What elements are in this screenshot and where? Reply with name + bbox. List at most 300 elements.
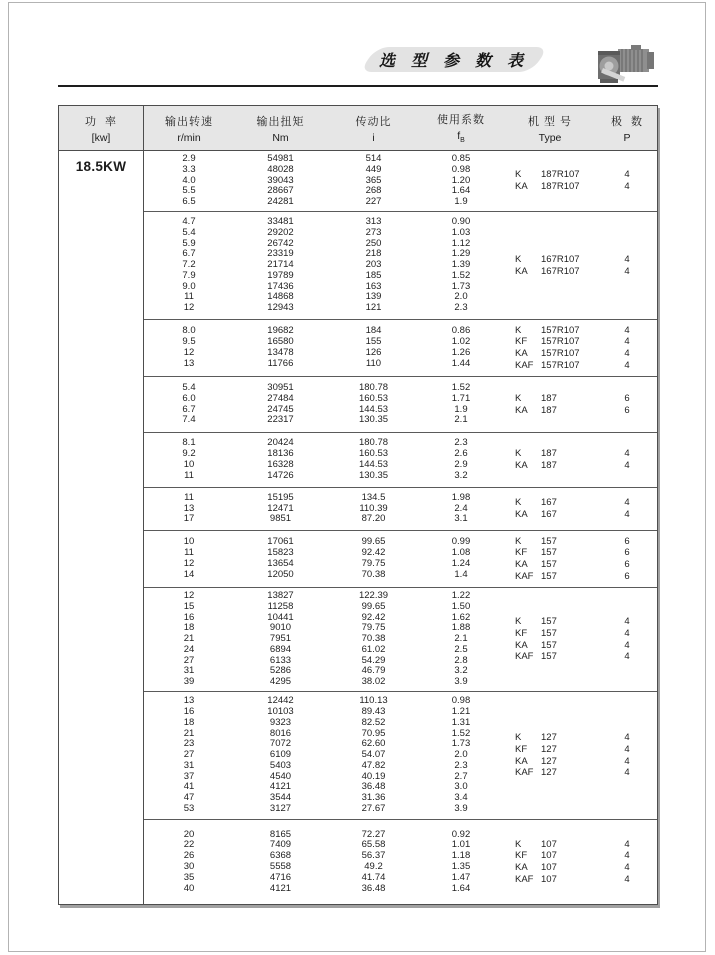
type-model: 167 bbox=[541, 509, 557, 520]
column-speed bbox=[144, 820, 234, 904]
cell-torque: 10103 bbox=[267, 705, 294, 717]
column-ratio bbox=[327, 531, 420, 587]
table-block bbox=[144, 587, 657, 691]
cell-poles: 6 bbox=[624, 392, 630, 404]
column-speed bbox=[144, 377, 234, 432]
cell-type bbox=[502, 325, 598, 337]
type-model: 127 bbox=[541, 732, 557, 744]
cell-torque: 29202 bbox=[267, 226, 294, 238]
cell-ratio: 41.74 bbox=[361, 871, 386, 883]
column-type bbox=[502, 433, 598, 487]
cell-poles: 4 bbox=[624, 497, 630, 509]
type-model: 167 bbox=[541, 497, 557, 509]
cell-factor: 1.52 bbox=[451, 269, 471, 281]
cell-poles: 4 bbox=[624, 767, 630, 779]
column-header-ratio bbox=[327, 106, 420, 150]
cell-factor: 1.31 bbox=[451, 716, 471, 728]
cell-poles: 4 bbox=[624, 838, 630, 850]
cell-factor: 1.62 bbox=[451, 611, 471, 623]
column-label: 输出扭矩 bbox=[256, 115, 305, 128]
column-speed bbox=[144, 488, 234, 530]
cell-torque: 4121 bbox=[269, 882, 292, 894]
column-poles bbox=[598, 488, 656, 530]
cell-factor: 1.20 bbox=[451, 174, 471, 186]
cell-ratio: 144.53 bbox=[358, 459, 389, 470]
cell-poles: 4 bbox=[624, 873, 630, 885]
cell-torque: 11766 bbox=[267, 357, 294, 369]
cell-type bbox=[502, 559, 598, 571]
cell-factor: 2.6 bbox=[454, 448, 468, 460]
type-series: KA bbox=[515, 460, 528, 471]
column-torque bbox=[234, 588, 327, 691]
cell-speed: 9.5 bbox=[182, 336, 196, 348]
cell-factor: 2.0 bbox=[454, 749, 468, 761]
table-block bbox=[144, 487, 657, 530]
type-model: 107 bbox=[541, 873, 557, 885]
cell-poles: 4 bbox=[624, 336, 630, 348]
column-speed bbox=[144, 531, 234, 587]
cell-ratio: 227 bbox=[365, 196, 382, 208]
type-series: KA bbox=[515, 348, 528, 359]
cell-poles: 4 bbox=[624, 616, 630, 628]
cell-torque: 12442 bbox=[267, 695, 294, 707]
cell-poles: 4 bbox=[624, 348, 630, 359]
cell-factor: 1.9 bbox=[454, 403, 468, 415]
cell-torque: 22317 bbox=[267, 414, 294, 426]
cell-type bbox=[502, 628, 598, 640]
cell-speed: 6.5 bbox=[182, 196, 196, 208]
type-series: K bbox=[515, 448, 522, 460]
cell-factor: 2.3 bbox=[454, 759, 468, 771]
cell-poles: 4 bbox=[624, 627, 630, 639]
cell-poles: 4 bbox=[624, 253, 630, 265]
cell-speed: 7.4 bbox=[182, 414, 196, 426]
cell-ratio: 134.5 bbox=[361, 491, 386, 503]
cell-torque: 19682 bbox=[267, 325, 294, 337]
cell-speed: 47 bbox=[183, 792, 195, 804]
table-block bbox=[144, 376, 657, 432]
cell-speed: 40 bbox=[183, 882, 195, 894]
cell-speed: 9.0 bbox=[182, 280, 196, 292]
cell-factor: 1.73 bbox=[451, 280, 471, 292]
type-series: KF bbox=[515, 850, 528, 862]
cell-poles: 6 bbox=[624, 535, 630, 547]
cell-type bbox=[502, 850, 598, 862]
cell-factor: 1.52 bbox=[451, 381, 471, 393]
cell-torque: 6368 bbox=[269, 850, 292, 862]
cell-speed: 16 bbox=[183, 705, 195, 717]
cell-factor: 1.18 bbox=[451, 850, 471, 862]
type-model: 107 bbox=[541, 862, 557, 873]
type-series: KA bbox=[515, 509, 528, 520]
column-unit: $f_B$ bbox=[457, 130, 465, 145]
column-label: 传动比 bbox=[355, 115, 392, 128]
type-series: KA bbox=[515, 755, 528, 767]
cell-speed: 12 bbox=[183, 558, 195, 569]
table-block bbox=[144, 819, 657, 904]
cell-torque: 39043 bbox=[267, 174, 294, 186]
cell-factor: 1.03 bbox=[451, 226, 471, 238]
cell-speed: 11 bbox=[184, 291, 194, 303]
cell-ratio: 126 bbox=[365, 347, 382, 358]
cell-torque: 4295 bbox=[269, 676, 292, 688]
column-ratio bbox=[327, 212, 420, 319]
cell-poles: 6 bbox=[624, 404, 630, 416]
cell-torque: 6133 bbox=[269, 654, 292, 666]
cell-type bbox=[502, 874, 598, 886]
cell-ratio: 46.79 bbox=[361, 665, 386, 677]
column-unit: P bbox=[623, 131, 631, 144]
cell-speed: 23 bbox=[183, 738, 195, 750]
cell-ratio: 130.35 bbox=[358, 414, 389, 426]
cell-factor: 1.01 bbox=[451, 839, 471, 851]
column-type bbox=[502, 488, 598, 530]
cell-speed: 4.7 bbox=[182, 215, 196, 227]
column-factor bbox=[420, 151, 502, 211]
cell-factor: 3.9 bbox=[454, 676, 468, 688]
cell-factor: 1.9 bbox=[454, 196, 468, 208]
cell-speed: 12 bbox=[183, 302, 195, 314]
type-model: 187 bbox=[541, 460, 557, 471]
cell-torque: 6109 bbox=[269, 749, 292, 761]
cell-speed: 14 bbox=[183, 568, 195, 580]
type-model: 157 bbox=[541, 570, 557, 582]
cell-factor: 2.8 bbox=[454, 654, 468, 666]
cell-type bbox=[502, 393, 598, 405]
cell-speed: 5.5 bbox=[182, 185, 196, 197]
cell-factor: 1.71 bbox=[451, 392, 471, 404]
cell-ratio: 38.02 bbox=[361, 676, 386, 688]
cell-factor: 1.64 bbox=[451, 185, 471, 197]
cell-speed: 15 bbox=[183, 600, 195, 612]
cell-factor: 1.64 bbox=[451, 882, 471, 894]
cell-ratio: 121 bbox=[365, 302, 382, 314]
cell-factor: 1.24 bbox=[451, 558, 471, 569]
header-rule bbox=[58, 85, 658, 87]
cell-torque: 15195 bbox=[267, 491, 294, 503]
cell-torque: 9323 bbox=[269, 716, 292, 728]
cell-torque: 19789 bbox=[267, 269, 294, 281]
cell-ratio: 65.58 bbox=[361, 839, 386, 851]
type-model: 157R107 bbox=[541, 348, 580, 359]
type-series: KAF bbox=[515, 570, 534, 582]
cell-speed: 27 bbox=[183, 749, 195, 761]
type-series: K bbox=[515, 324, 522, 336]
cell-speed: 13 bbox=[183, 695, 195, 707]
type-series: KA bbox=[515, 639, 528, 651]
column-poles bbox=[598, 151, 656, 211]
cell-ratio: 99.65 bbox=[361, 600, 386, 612]
type-series: KAF bbox=[515, 767, 534, 779]
cell-factor: 3.2 bbox=[454, 469, 468, 481]
cell-torque: 9851 bbox=[269, 513, 292, 525]
cell-ratio: 82.52 bbox=[361, 716, 386, 728]
table-block bbox=[144, 530, 657, 587]
cell-ratio: 70.38 bbox=[361, 568, 386, 580]
type-model: 157 bbox=[541, 639, 557, 651]
column-poles bbox=[598, 531, 656, 587]
cell-type bbox=[502, 732, 598, 744]
column-type bbox=[502, 151, 598, 211]
cell-torque: 18136 bbox=[267, 448, 294, 460]
cell-speed: 7.9 bbox=[182, 269, 196, 281]
column-type bbox=[502, 377, 598, 432]
cell-speed: 8.0 bbox=[182, 325, 196, 337]
table-block bbox=[144, 691, 657, 819]
cell-ratio: 180.78 bbox=[358, 381, 389, 393]
cell-type bbox=[502, 862, 598, 874]
type-series: KF bbox=[515, 627, 528, 639]
column-header-type bbox=[502, 106, 598, 150]
cell-ratio: 70.95 bbox=[361, 727, 386, 739]
column-unit: Type bbox=[538, 131, 562, 144]
type-model: 157 bbox=[541, 616, 557, 628]
cell-factor: 1.98 bbox=[451, 491, 471, 503]
cell-type bbox=[502, 767, 598, 779]
cell-factor: 0.98 bbox=[451, 163, 471, 175]
column-poles bbox=[598, 377, 656, 432]
column-label: 极 数 bbox=[610, 115, 644, 128]
column-factor bbox=[420, 433, 502, 487]
type-model: 167R107 bbox=[541, 265, 580, 277]
column-poles bbox=[598, 433, 656, 487]
cell-speed: 12 bbox=[183, 589, 195, 601]
column-unit: [kw] bbox=[91, 131, 111, 144]
cell-torque: 13654 bbox=[267, 558, 294, 569]
cell-speed: 31 bbox=[183, 759, 195, 771]
cell-factor: 0.90 bbox=[451, 215, 471, 227]
column-speed bbox=[144, 692, 234, 819]
type-series: KF bbox=[515, 336, 528, 348]
cell-factor: 3.0 bbox=[454, 781, 468, 793]
cell-ratio: 92.42 bbox=[361, 611, 386, 623]
cell-ratio: 163 bbox=[365, 280, 382, 292]
cell-factor: 2.4 bbox=[454, 502, 468, 514]
cell-ratio: 56.37 bbox=[361, 850, 386, 862]
column-factor bbox=[420, 692, 502, 819]
type-model: 127 bbox=[541, 755, 557, 767]
cell-torque: 9010 bbox=[269, 622, 292, 634]
column-speed bbox=[144, 433, 234, 487]
column-factor bbox=[420, 531, 502, 587]
cell-ratio: 36.48 bbox=[361, 882, 386, 894]
cell-torque: 26742 bbox=[267, 237, 294, 249]
cell-poles: 6 bbox=[624, 547, 630, 559]
cell-speed: 16 bbox=[183, 611, 195, 623]
cell-factor: 1.12 bbox=[451, 237, 471, 249]
column-speed bbox=[144, 151, 234, 211]
cell-factor: 0.86 bbox=[451, 325, 471, 337]
cell-speed: 13 bbox=[183, 502, 195, 514]
cell-factor: 1.88 bbox=[451, 622, 471, 634]
column-speed bbox=[144, 588, 234, 691]
cell-type bbox=[502, 448, 598, 460]
type-series: K bbox=[515, 497, 522, 509]
cell-poles: 4 bbox=[624, 265, 630, 277]
cell-torque: 23319 bbox=[267, 248, 294, 260]
cell-factor: 3.2 bbox=[454, 665, 468, 677]
cell-torque: 14868 bbox=[267, 291, 294, 303]
column-unit: i bbox=[372, 131, 375, 144]
cell-speed: 5.4 bbox=[182, 381, 196, 393]
type-series: KA bbox=[515, 265, 528, 277]
cell-factor: 2.1 bbox=[454, 633, 468, 645]
cell-speed: 11 bbox=[184, 469, 194, 481]
cell-type bbox=[502, 744, 598, 756]
cell-speed: 9.2 bbox=[182, 448, 196, 460]
column-label: 功 率 bbox=[84, 115, 118, 128]
cell-ratio: 70.38 bbox=[361, 633, 386, 645]
cell-poles: 4 bbox=[624, 850, 630, 862]
column-type bbox=[502, 588, 598, 691]
cell-torque: 13827 bbox=[267, 589, 294, 601]
column-label: 使用系数 bbox=[437, 114, 485, 127]
page-title: 选 型 参 数 表 bbox=[378, 53, 529, 70]
cell-speed: 2.9 bbox=[182, 153, 196, 164]
cell-poles: 4 bbox=[624, 743, 630, 755]
ratio-blocks bbox=[144, 151, 657, 904]
cell-ratio: 139 bbox=[365, 291, 382, 303]
cell-factor: 0.92 bbox=[451, 828, 471, 840]
cell-factor: 1.21 bbox=[451, 705, 471, 717]
cell-type bbox=[502, 571, 598, 583]
table-block bbox=[144, 211, 657, 319]
cell-type bbox=[502, 536, 598, 548]
type-series: K bbox=[515, 392, 522, 404]
cell-speed: 41 bbox=[183, 781, 195, 793]
cell-speed: 5.9 bbox=[182, 237, 196, 249]
cell-factor: 1.44 bbox=[451, 357, 471, 369]
cell-torque: 5286 bbox=[269, 665, 292, 677]
cell-torque: 8016 bbox=[269, 727, 292, 739]
cell-ratio: 110.13 bbox=[359, 695, 388, 707]
cell-ratio: 40.19 bbox=[361, 770, 386, 782]
cell-speed: 37 bbox=[183, 770, 195, 782]
cell-poles: 4 bbox=[624, 509, 630, 520]
cell-torque: 3544 bbox=[269, 792, 292, 804]
table-block bbox=[144, 319, 657, 376]
cell-ratio: 54.29 bbox=[361, 654, 386, 666]
cell-factor: 1.08 bbox=[451, 547, 471, 559]
cell-type bbox=[502, 348, 598, 360]
cell-factor: 2.7 bbox=[454, 770, 468, 782]
column-torque bbox=[234, 531, 327, 587]
cell-torque: 24281 bbox=[267, 196, 294, 208]
cell-poles: 4 bbox=[624, 651, 630, 663]
type-series: K bbox=[515, 616, 522, 628]
cell-ratio: 61.02 bbox=[361, 643, 386, 655]
type-series: K bbox=[515, 169, 522, 181]
type-series: KA bbox=[515, 181, 528, 192]
cell-speed: 10 bbox=[183, 536, 195, 548]
cell-type bbox=[502, 460, 598, 472]
cell-ratio: 31.36 bbox=[361, 792, 386, 804]
cell-speed: 27 bbox=[183, 654, 195, 666]
type-model: 187R107 bbox=[541, 181, 580, 192]
column-poles bbox=[598, 212, 656, 319]
column-type bbox=[502, 820, 598, 904]
cell-speed: 35 bbox=[183, 871, 195, 883]
cell-poles: 6 bbox=[624, 559, 630, 570]
cell-ratio: 160.53 bbox=[358, 448, 389, 460]
cell-factor: 1.47 bbox=[451, 871, 471, 883]
cell-ratio: 79.75 bbox=[361, 622, 386, 634]
cell-factor: 1.50 bbox=[451, 600, 471, 612]
cell-speed: 53 bbox=[183, 803, 195, 815]
column-torque bbox=[234, 433, 327, 487]
cell-torque: 14726 bbox=[267, 469, 294, 481]
column-header-factor bbox=[420, 106, 502, 150]
cell-ratio: 92.42 bbox=[361, 547, 386, 559]
cell-factor: 2.3 bbox=[454, 437, 468, 449]
type-model: 187 bbox=[541, 404, 557, 416]
cell-ratio: 144.53 bbox=[358, 403, 389, 415]
column-poles bbox=[598, 588, 656, 691]
cell-type bbox=[502, 509, 598, 521]
column-header-torque bbox=[234, 106, 327, 150]
cell-speed: 17 bbox=[183, 513, 195, 525]
cell-ratio: 180.78 bbox=[358, 437, 389, 449]
cell-ratio: 54.07 bbox=[361, 749, 386, 761]
cell-torque: 5558 bbox=[269, 861, 292, 872]
type-series: KA bbox=[515, 862, 528, 873]
cell-speed: 21 bbox=[183, 727, 195, 739]
cell-speed: 11 bbox=[184, 547, 194, 559]
cell-type bbox=[502, 169, 598, 181]
cell-torque: 21714 bbox=[267, 259, 294, 271]
cell-factor: 1.22 bbox=[451, 589, 471, 601]
selection-parameter-table bbox=[58, 105, 658, 905]
column-type bbox=[502, 320, 598, 376]
cell-torque: 17436 bbox=[267, 280, 294, 292]
column-speed bbox=[144, 212, 234, 319]
type-model: 187R107 bbox=[541, 169, 580, 181]
column-factor bbox=[420, 820, 502, 904]
cell-torque: 7072 bbox=[269, 738, 292, 750]
column-header-power bbox=[59, 106, 144, 150]
cell-speed: 31 bbox=[183, 665, 195, 677]
cell-factor: 2.5 bbox=[454, 643, 468, 655]
type-model: 157 bbox=[541, 535, 557, 547]
cell-ratio: 122.39 bbox=[358, 589, 389, 601]
cell-factor: 0.99 bbox=[451, 536, 471, 548]
type-model: 187 bbox=[541, 392, 557, 404]
column-unit: r/min bbox=[177, 131, 201, 144]
cell-factor: 2.9 bbox=[454, 459, 468, 470]
cell-ratio: 218 bbox=[365, 248, 382, 260]
cell-type bbox=[502, 616, 598, 628]
cell-poles: 4 bbox=[624, 639, 630, 651]
cell-speed: 4.0 bbox=[182, 174, 196, 186]
cell-type bbox=[502, 336, 598, 348]
type-model: 107 bbox=[541, 838, 557, 850]
type-series: K bbox=[515, 535, 522, 547]
cell-torque: 48028 bbox=[267, 163, 294, 175]
column-torque bbox=[234, 320, 327, 376]
type-series: KAF bbox=[515, 873, 534, 885]
column-ratio bbox=[327, 320, 420, 376]
cell-factor: 2.3 bbox=[454, 302, 468, 314]
column-type bbox=[502, 692, 598, 819]
cell-poles: 6 bbox=[624, 570, 630, 582]
column-ratio bbox=[327, 692, 420, 819]
cell-ratio: 449 bbox=[365, 163, 382, 175]
cell-torque: 16328 bbox=[267, 459, 294, 470]
table-block bbox=[144, 151, 657, 211]
column-torque bbox=[234, 151, 327, 211]
column-torque bbox=[234, 488, 327, 530]
cell-torque: 33481 bbox=[267, 215, 294, 227]
